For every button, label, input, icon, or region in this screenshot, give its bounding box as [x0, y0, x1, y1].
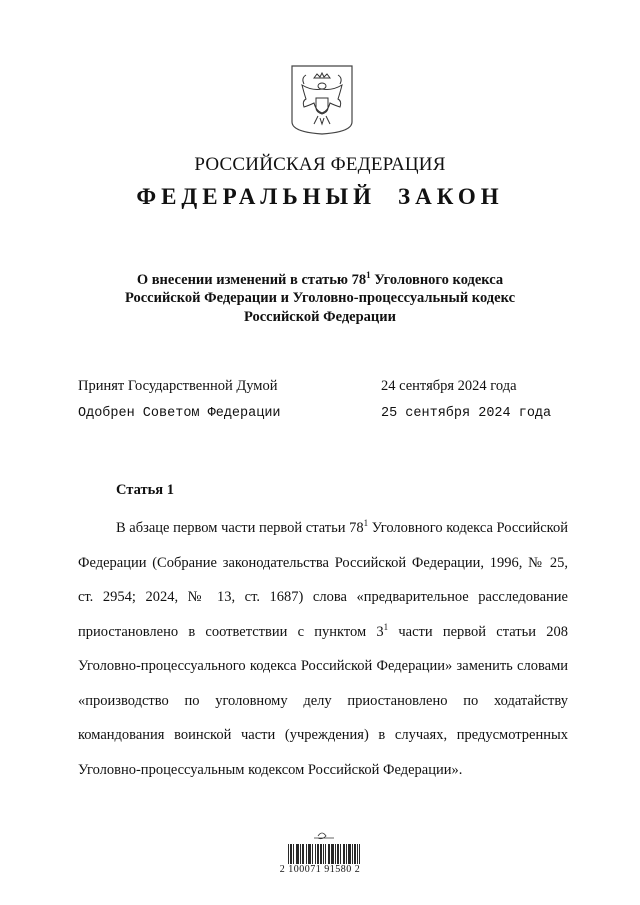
article-heading: Статья 1 [116, 482, 174, 498]
duma-adoption-label: Принят Государственной Думой [78, 378, 278, 394]
law-title-superscript: 1 [366, 270, 371, 280]
barcode-signature-mark [314, 833, 334, 839]
article-superscript-1: 1 [363, 518, 369, 529]
law-title-line2: Российской Федерации и Уголовно-процессуальный кодекс [124, 290, 516, 307]
article-body [78, 511, 568, 787]
law-title [100, 266, 540, 326]
council-approval-date: 25 сентября 2024 года [381, 406, 552, 421]
law-type-heading [0, 184, 640, 210]
article-text-3: части первой статьи 208 Уголовно-процессуального кодекса Российской Федерации» заменить словами «производство по уголовному делу приостановлено по ходатайству командования воинской части (учреждения) в случаях, предусмотренных Уголовно-процессуальным кодексом Российской Федерации». [78, 623, 568, 778]
law-title-line1-end: Уголовного кодекса [370, 271, 504, 288]
barcode-number: 2 100071 91580 2 [279, 864, 361, 875]
council-approval-label: Одобрен Советом Федерации [78, 406, 281, 421]
coat-of-arms-emblem [290, 64, 354, 136]
article-superscript-2: 1 [383, 621, 389, 632]
law-title-line3: Российской Федерации [243, 308, 396, 325]
duma-adoption-date: 24 сентября 2024 года [381, 378, 517, 394]
law-type-word-2: ЗАКОН [398, 184, 504, 209]
article-text-1: В абзаце первом части первой статьи 78 [116, 520, 364, 536]
article-text-2: Уголовного кодекса Российской Федерации (Собрание законодательства Российской Федерации, 1996, № 25, ст. 2954; 2024, № 13, ст. 1687) слова «предварительное расследование приостановлено в соответствии с пунктом 3 [78, 520, 568, 640]
country-heading: РОССИЙСКАЯ ФЕДЕРАЦИЯ [194, 154, 446, 175]
law-title-line1-start: О внесении изменений в статью 78 [136, 271, 367, 288]
law-type-word-1: ФЕДЕРАЛЬНЫЙ [136, 184, 377, 209]
